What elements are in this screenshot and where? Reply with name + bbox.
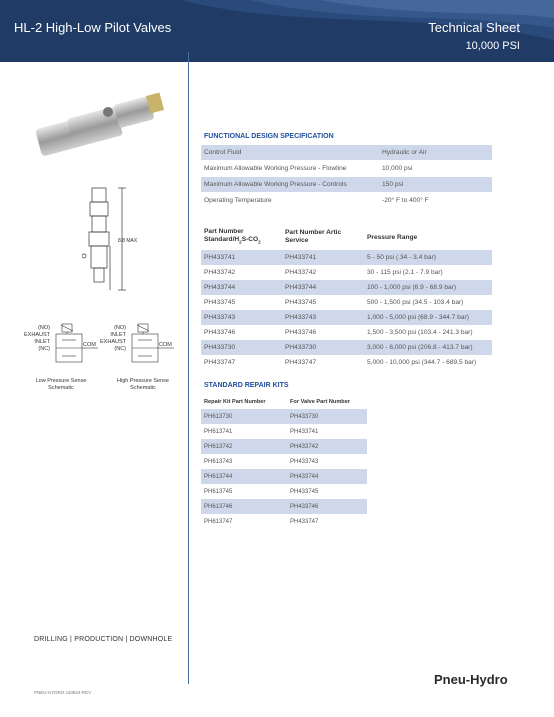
low-schematic-port-labels: (NO) EXHAUST INLET (NC) <box>24 325 50 352</box>
table-row: Control Fluid Hydraulic or Air <box>201 145 492 160</box>
part-number-table <box>201 224 492 370</box>
table-row: Maximum Allowable Working Pressure - Controls 150 psi <box>201 177 492 192</box>
table-row: Operating Temperature -20° F to 400° F <box>204 197 429 204</box>
table-row: PH613746 PH433746 <box>201 499 367 514</box>
table-header-row: Repair Kit Part Number For Valve Part Number <box>204 398 350 405</box>
table-row: PH433730 PH433730 3,000 - 6,000 psi (206.8 - 413.7 bar) <box>201 340 492 355</box>
table-row: PH613741 PH433741 <box>204 428 319 435</box>
part-number-artic-header: Part Number Artic Service <box>285 229 342 244</box>
part-number-standard-header: Part Number Standard/$H_2S-CO_2$ <box>204 227 261 245</box>
table-row: PH433743 PH433743 1,000 - 5,000 psi (68.9 - 344.7 bar) <box>201 310 492 325</box>
column-divider <box>188 52 189 684</box>
table-row: PH613747 PH433747 <box>204 518 319 525</box>
table-row: PH433742 PH433742 30 - 115 psi (2.1 - 7.9 bar) <box>204 269 443 276</box>
table-row: PH433746 PH433746 1,500 - 3,500 psi (103.4 - 241.3 bar) <box>204 329 473 336</box>
valve-technical-drawing <box>82 180 162 300</box>
table-header-row <box>201 224 492 250</box>
table-row: Maximum Allowable Working Pressure - Flowline 10,000 psi <box>204 165 413 172</box>
functional-spec-title: FUNCTIONAL DESIGN SPECIFICATION <box>204 133 334 140</box>
page-title: HL-2 High-Low Pilot Valves <box>14 20 172 35</box>
repair-kits-title: STANDARD REPAIR KITS <box>204 382 289 389</box>
valve-photo <box>30 82 180 162</box>
pressure-range-header: Pressure Range <box>367 233 418 241</box>
low-schematic-com-label: COM <box>83 342 96 348</box>
low-schematic-caption: Low Pressure Sense Schematic <box>35 378 87 391</box>
document-id: PNEU-HYDRO-110824-REV <box>34 690 92 695</box>
table-row: PH433747 PH433747 5,000 - 10,000 psi (344.7 - 689.5 bar) <box>204 359 477 366</box>
functional-spec-table <box>201 145 492 209</box>
table-row: PH613730 PH433730 <box>201 409 367 424</box>
dimension-label: 8.8 MAX <box>118 238 138 244</box>
high-schematic-port-labels: (NO) INLET EXHAUST (NC) <box>100 325 126 352</box>
repair-kits-table <box>201 394 367 529</box>
table-row: PH613745 PH433745 <box>204 488 319 495</box>
sheet-type: Technical Sheet <box>428 20 520 35</box>
brand-logo: Pneu-Hydro <box>434 672 508 687</box>
high-schematic-com-label: COM <box>159 342 172 348</box>
table-row: PH433744 PH433744 100 - 1,000 psi (6.9 - 68.9 bar) <box>201 280 492 295</box>
high-schematic-caption: High Pressure Sense Schematic <box>117 378 169 391</box>
header-banner <box>0 0 554 62</box>
pressure-rating: 10,000 PSI <box>465 40 520 52</box>
table-row: PH433741 PH433741 5 - 50 psi (.34 - 3.4 bar) <box>201 250 492 265</box>
footer-tagline: DRILLING | PRODUCTION | DOWNHOLE <box>34 636 173 643</box>
table-row: PH433745 PH433745 500 - 1,500 psi (34.5 - 103.4 bar) <box>204 299 464 306</box>
table-row: PH613744 PH433744 <box>201 469 367 484</box>
table-row: PH613742 PH433742 <box>201 439 367 454</box>
table-row: PH613743 PH433743 <box>204 458 319 465</box>
